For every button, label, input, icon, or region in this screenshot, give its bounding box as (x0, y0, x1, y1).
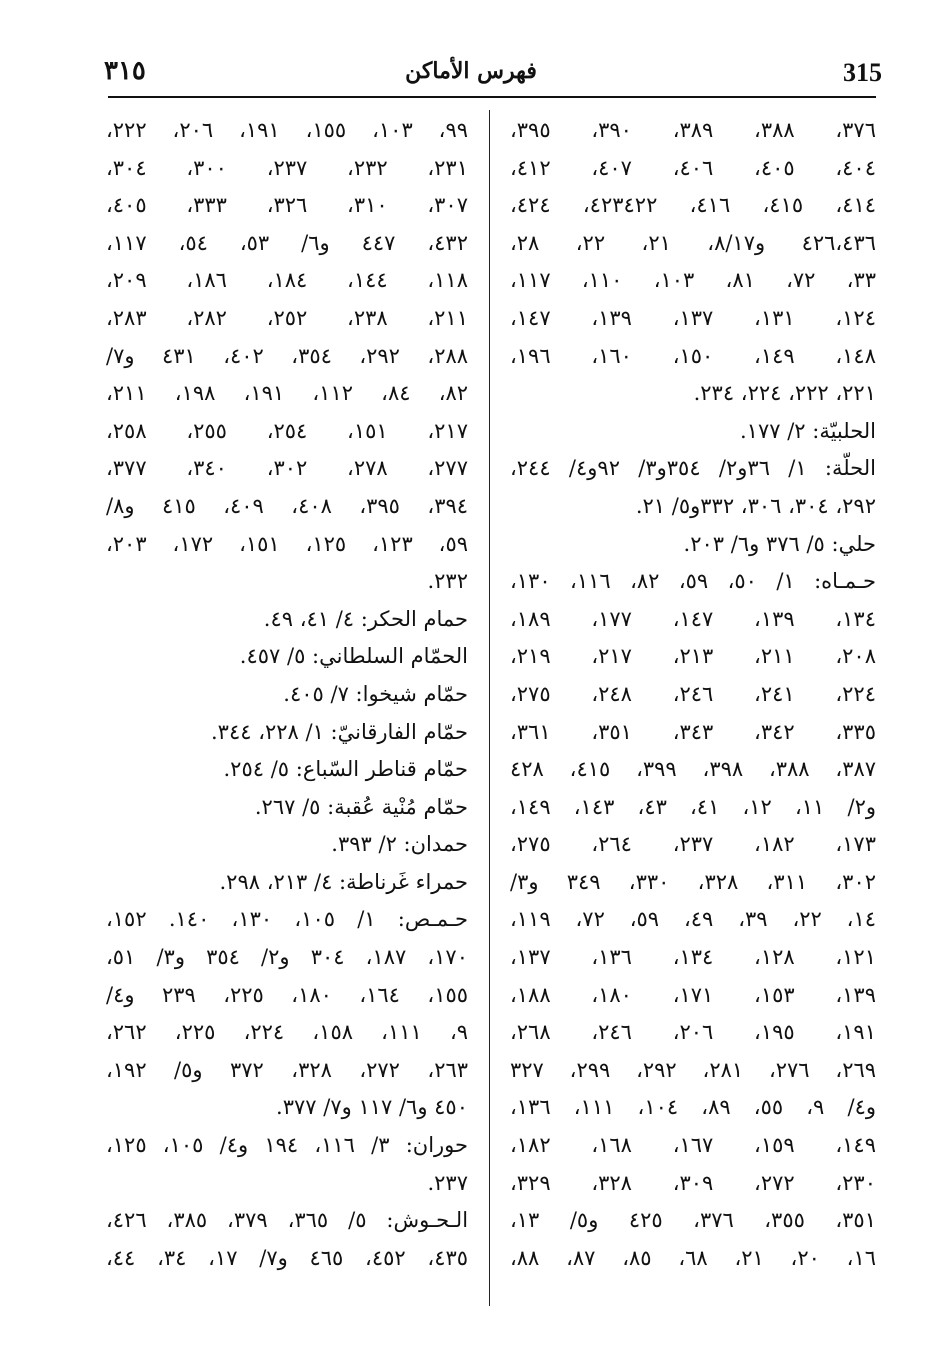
index-line: الحمّام السلطاني: ٥/ ٤٥٧. (239, 644, 468, 669)
column-divider (489, 110, 490, 1306)
index-line: حمّام مُنْية عُقبة: ٥/ ٢٦٧. (254, 794, 468, 819)
index-line: ٤٢٦،٤٣٦ و٨/١٧، ٢١، ٢٢، ٢٨، (510, 230, 876, 255)
index-line: ١٣٩، ١٥٣، ١٧١، ١٨٠، ١٨٨، (510, 982, 876, 1007)
index-line: ٣٠٧، ٣١٠، ٣٢٦، ٣٣٣، ٤٠٥، (106, 193, 468, 218)
index-line: ٢٣٧. (427, 1170, 468, 1195)
index-line: حمّام الفارقانيّ: ١/ ٢٢٨، ٣٤٤. (210, 719, 468, 744)
index-line: حـمـص: ١/ ١٠٥، ١٣٠، ١٤٠. ١٥٢، (106, 907, 468, 932)
index-line: الحلبيّة: ٢/ ١٧٧. (739, 418, 876, 443)
index-line: حمراء غَرناطة: ٤/ ٢١٣، ٢٩٨. (219, 869, 468, 894)
index-line: حوران: ٣/ ١١٦، ١٩٤ و٤/ ١٠٥، ١٢٥، (106, 1133, 468, 1158)
header-rule (108, 96, 876, 98)
index-line: ١٤٩، ١٥٩، ١٦٧، ١٦٨، ١٨٢، (510, 1133, 876, 1158)
index-line: ٤٣٢، ٤٤٧ و٦/ ٥٣، ٥٤، ١١٧، (106, 230, 468, 255)
index-line: ٥٩، ١٢٣، ١٢٥، ١٥١، ١٧٢، ٢٠٣، (106, 531, 468, 556)
index-line: ٢٦٩، ٢٧٦، ٢٨١، ٢٩٢، ٢٩٩، ٣٢٧ (510, 1057, 876, 1082)
index-line: حمام الحكر: ٤/ ٤١، ٤٩. (263, 606, 468, 631)
index-line: ٢٢١، ٢٢٢، ٢٢٤، ٢٣٤. (693, 381, 876, 406)
index-line: حمّام قناطر السّباع: ٥/ ٢٥٤. (223, 757, 468, 782)
index-line: ٤٣٥، ٤٥٢، ٤٦٥ و٧/ ١٧، ٣٤، ٤٤، (106, 1245, 468, 1270)
index-line: ٢٣٠، ٢٧٢، ٣٠٩، ٣٢٨، ٣٢٩، (510, 1170, 876, 1195)
index-line: ٣٨٧، ٣٨٨، ٣٩٨، ٣٩٩، ٤١٥، ٤٢٨ (510, 757, 876, 782)
right-column (510, 112, 876, 1277)
index-line: حلي: ٥/ ٣٧٦ و٦/ ٢٠٣. (683, 531, 876, 556)
index-line: ١٣٤، ١٣٩، ١٤٧، ١٧٧، ١٨٩، (510, 606, 876, 631)
index-line: ٩، ١١١، ١٥٨، ٢٢٤، ٢٢٥، ٢٦٢، (106, 1020, 468, 1045)
left-column (106, 112, 468, 1277)
index-line: ٢٢٤، ٢٤١، ٢٤٦، ٢٤٨، ٢٧٥، (510, 681, 876, 706)
index-line: ١٦، ٢٠، ٢١، ٦٨، ٨٥، ٨٧، ٨٨، (510, 1245, 876, 1270)
index-line: ٢١١، ٢٣٨، ٢٥٢، ٢٨٢، ٢٨٣، (106, 305, 468, 330)
index-line: ١٤٨، ١٤٩، ١٥٠، ١٦٠، ١٩٦، (510, 343, 876, 368)
index-line: الحلّة: ١/ ٣٦و٢/ ٣٥٤و٣/ ٩٢و٤/ ٢٤٤، (510, 456, 876, 481)
index-line: ٢٩٢، ٣٠٤، ٣٠٦، ٣٣٢و٥/ ٢١. (635, 493, 876, 518)
index-line: ٣٣، ٧٢، ٨١، ١٠٣، ١١٠، ١١٧، (510, 268, 876, 293)
index-line: ٩٩، ١٠٣، ١٥٥، ١٩١، ٢٠٦، ٢٢٢، (106, 118, 468, 142)
page-number-arabic: ٣١٥ (104, 56, 146, 86)
index-line: ٤١٤، ٤١٥، ٤١٦، ٤٢٣٤٢٢، ٤٢٤، (510, 193, 876, 218)
index-line: ٢٣٢. (427, 569, 468, 594)
index-line: ٣٥١، ٣٥٥، ٣٧٦، ٤٢٥ و٥/ ١٣، (510, 1208, 876, 1233)
index-line: ١٢٤، ١٣١، ١٣٧، ١٣٩، ١٤٧، (510, 305, 876, 330)
index-line: ٣٧٦، ٣٨٨، ٣٨٩، ٣٩٠، ٣٩٥، (510, 118, 876, 142)
index-line: ٨٢، ٨٤، ١١٢، ١٩١، ١٩٨، ٢١١، (106, 381, 468, 406)
index-line: حمدان: ٢/ ٣٩٣. (331, 832, 468, 857)
index-line: ٢٧٧، ٢٧٨، ٣٠٢، ٣٤٠، ٣٧٧، (106, 456, 468, 481)
index-line: ١٢١، ١٢٨، ١٣٤، ١٣٦، ١٣٧، (510, 945, 876, 970)
index-line: ١٧٠، ١٨٧، ٣٠٤ و٢/ ٣٥٤ و٣/ ٥١، (106, 945, 468, 970)
index-line: ١١٨، ١٤٤، ١٨٤، ١٨٦، ٢٠٩، (106, 268, 468, 293)
index-line: ١٩١، ١٩٥، ٢٠٦، ٢٤٦، ٢٦٨، (510, 1020, 876, 1045)
index-line: الـحـوش: ٥/ ٣٦٥، ٣٧٩، ٣٨٥، ٤٢٦، (106, 1208, 468, 1233)
index-line: ٣٣٥، ٣٤٢، ٣٤٣، ٣٥١، ٣٦١، (510, 719, 876, 744)
index-line: ٤٠٤، ٤٠٥، ٤٠٦، ٤٠٧، ٤١٢، (510, 155, 876, 180)
index-line: حمّام شيخوا: ٧/ ٤٠٥. (283, 681, 468, 706)
index-line: ٢٦٣، ٢٧٢، ٣٢٨، ٣٧٢ و٥/ ١٩٢، (106, 1057, 468, 1082)
page-number-latin: 315 (843, 58, 882, 87)
index-line: ٢٣١، ٢٣٢، ٢٣٧، ٣٠٠، ٣٠٤، (106, 155, 468, 180)
index-line: ٢١٧، ١٥١، ٢٥٤، ٢٥٥، ٢٥٨، (106, 418, 468, 443)
index-line: حـمـاه: ١/ ٥٠، ٥٩، ٨٢، ١١٦، ١٣٠، (510, 569, 876, 594)
index-line: ٢٠٨، ٢١١، ٢١٣، ٢١٧، ٢١٩، (510, 644, 876, 669)
index-line: ١٤، ٢٢، ٣٩، ٤٩، ٥٩، ٧٢، ١١٩، (510, 907, 876, 932)
index-line: ٢٨٨، ٢٩٢، ٣٥٤، ٤٠٢، ٤٣١ و٧/ (106, 343, 468, 368)
index-line: ٣٠٢، ٣١١، ٣٢٨، ٣٣٠، ٣٤٩ و٣/ (510, 869, 876, 894)
index-line: ١٥٥، ١٦٤، ١٨٠، ٢٢٥، ٢٣٩ و٤/ (106, 982, 468, 1007)
index-line: ٣٩٤، ٣٩٥، ٤٠٨، ٤٠٩، ٤١٥ و٨/ (106, 493, 468, 518)
index-line: ٤٥٠ و٦/ ١١٧ و٧/ ٣٧٧. (276, 1095, 468, 1120)
running-title: فهرس الأماكن (405, 58, 537, 84)
index-line: و٢/ ١١، ١٢، ٤١، ٤٣، ١٤٣، ١٤٩، (510, 794, 876, 819)
index-line: و٤/ ٩، ٥٥، ٨٩، ١٠٤، ١١١، ١٣٦، (510, 1095, 876, 1120)
index-line: ١٧٣، ١٨٢، ٢٣٧، ٢٦٤، ٢٧٥، (510, 832, 876, 857)
